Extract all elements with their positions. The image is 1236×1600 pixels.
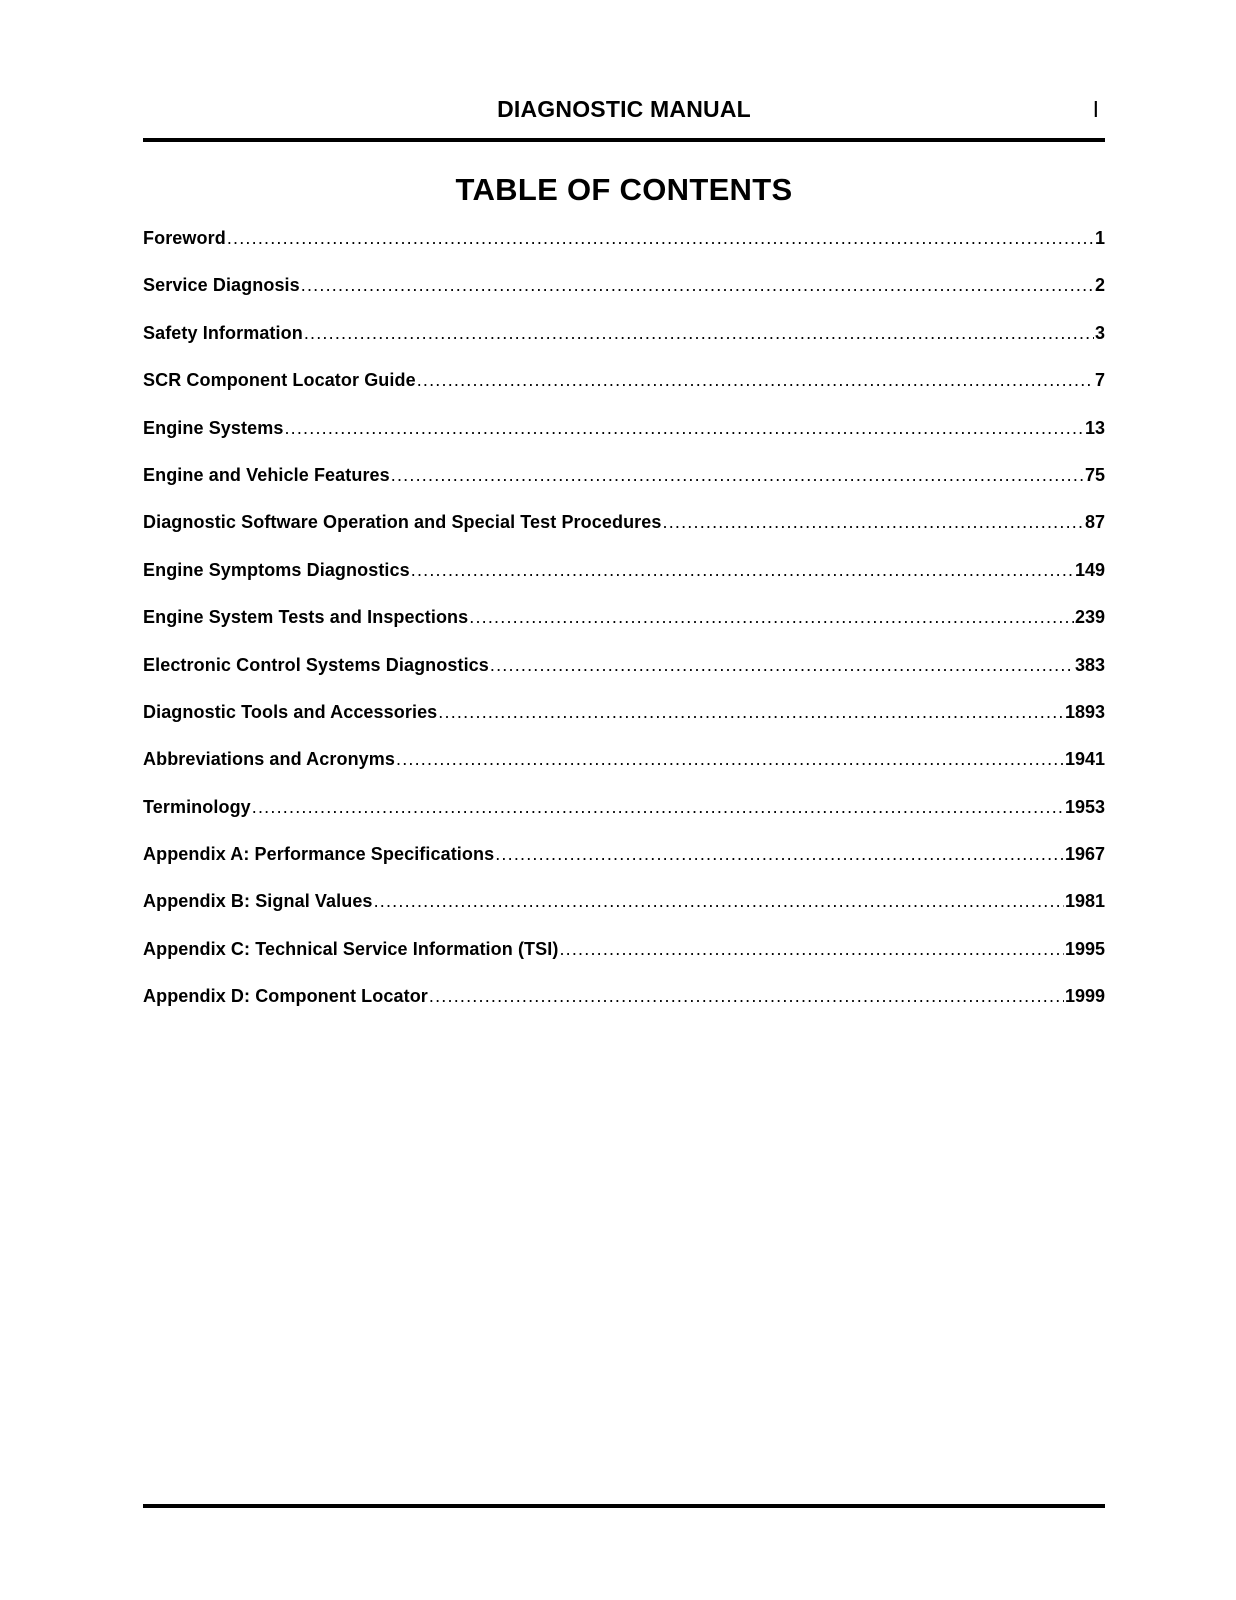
toc-entry-title: Engine System Tests and Inspections <box>143 607 469 628</box>
dot-leader <box>391 465 1084 486</box>
dot-leader <box>663 512 1084 533</box>
toc-entry-title: Electronic Control Systems Diagnostics <box>143 654 489 675</box>
toc-entry-page: 87 <box>1084 512 1105 533</box>
dot-leader <box>374 891 1064 912</box>
toc-entry-title: Service Diagnosis <box>143 275 300 296</box>
dot-leader <box>304 323 1094 344</box>
toc-entry-engine-systems[interactable] <box>143 418 1105 465</box>
toc-entry-terminology[interactable] <box>143 797 1105 844</box>
toc-entry-title: Appendix D: Component Locator <box>143 986 428 1007</box>
toc-heading: TABLE OF CONTENTS <box>455 172 793 207</box>
toc-entry-title: Engine and Vehicle Features <box>143 464 390 485</box>
dot-leader <box>469 607 1074 628</box>
page-number: I <box>1092 96 1099 122</box>
toc-entry-foreword[interactable] <box>143 228 1105 275</box>
toc-entry-page: 3 <box>1094 322 1105 343</box>
toc-entry-service-diagnosis[interactable] <box>143 275 1105 322</box>
dot-leader <box>301 275 1094 296</box>
dot-leader <box>252 797 1064 818</box>
dot-leader <box>417 370 1094 391</box>
dot-leader <box>438 702 1064 723</box>
dot-leader <box>396 749 1064 770</box>
toc-entry-safety-information[interactable] <box>143 323 1105 370</box>
toc-entry-title: Engine Systems <box>143 417 284 438</box>
toc-entry-page: 383 <box>1074 654 1105 675</box>
toc-entry-page: 1981 <box>1064 891 1105 912</box>
toc-entry-page: 149 <box>1074 559 1105 580</box>
toc-entry-title: Appendix B: Signal Values <box>143 891 373 912</box>
toc-entry-title: Safety Information <box>143 322 303 343</box>
dot-leader <box>495 844 1064 865</box>
toc-entry-engine-symptoms-diagnostics[interactable] <box>143 560 1105 607</box>
dot-leader <box>227 228 1094 249</box>
toc-entry-page: 1 <box>1094 228 1105 248</box>
page-header <box>143 96 1105 126</box>
toc-entry-page: 75 <box>1084 464 1105 485</box>
toc-entry-title: Abbreviations and Acronyms <box>143 749 395 770</box>
toc-entry-diagnostic-software-operation[interactable] <box>143 512 1105 559</box>
toc-entry-page: 1995 <box>1064 938 1105 959</box>
toc-entry-appendix-b[interactable] <box>143 891 1105 938</box>
toc-entry-engine-system-tests[interactable] <box>143 607 1105 654</box>
toc-entry-title: SCR Component Locator Guide <box>143 370 416 391</box>
footer-rule <box>143 1504 1105 1508</box>
toc-entry-appendix-c[interactable] <box>143 939 1105 986</box>
dot-leader <box>429 986 1064 1007</box>
toc-entry-title: Appendix C: Technical Service Information (TSI) <box>143 938 559 959</box>
dot-leader <box>284 418 1084 439</box>
toc-entry-scr-component-locator-guide[interactable] <box>143 370 1105 417</box>
dot-leader <box>490 655 1074 676</box>
toc-entry-page: 1967 <box>1064 844 1105 865</box>
toc-entry-title: Diagnostic Software Operation and Special Test Procedures <box>143 512 662 533</box>
toc-entry-title: Diagnostic Tools and Accessories <box>143 701 438 722</box>
toc-entry-page: 13 <box>1084 417 1105 438</box>
toc-entry-page: 1941 <box>1064 749 1105 770</box>
dot-leader <box>411 560 1074 581</box>
toc-entry-diagnostic-tools[interactable] <box>143 702 1105 749</box>
header-rule <box>143 138 1105 142</box>
toc-entry-page: 7 <box>1094 370 1105 391</box>
manual-title: DIAGNOSTIC MANUAL <box>497 96 751 122</box>
toc-entry-title: Terminology <box>143 796 251 817</box>
toc-entry-electronic-control-systems[interactable] <box>143 655 1105 702</box>
toc-entry-title: Appendix A: Performance Specifications <box>143 844 495 865</box>
toc-entry-page: 1999 <box>1064 986 1105 1007</box>
dot-leader <box>559 939 1064 960</box>
toc-entry-page: 1893 <box>1064 701 1105 722</box>
toc-entry-page: 2 <box>1094 275 1105 296</box>
toc-entry-title: Engine Symptoms Diagnostics <box>143 559 410 580</box>
toc-entry-engine-and-vehicle-features[interactable] <box>143 465 1105 512</box>
toc-entry-abbreviations[interactable] <box>143 749 1105 796</box>
toc-list <box>143 228 1105 1034</box>
toc-entry-title: Foreword <box>143 228 226 248</box>
toc-entry-page: 1953 <box>1064 796 1105 817</box>
toc-entry-appendix-d[interactable] <box>143 986 1105 1033</box>
toc-entry-page: 239 <box>1074 607 1105 628</box>
toc-entry-appendix-a[interactable] <box>143 844 1105 891</box>
